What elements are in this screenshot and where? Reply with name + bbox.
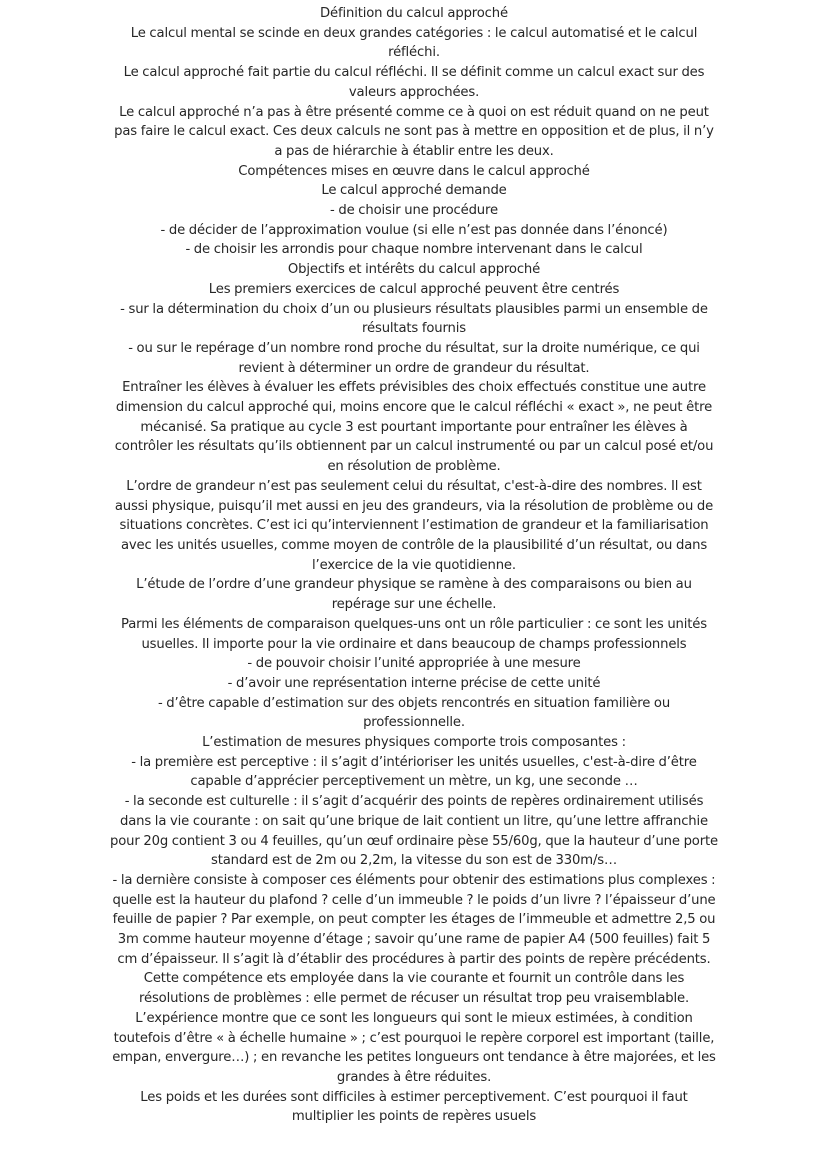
heading-competences: Compétences mises en œuvre dans le calcul approché <box>238 163 590 179</box>
list-item: - la seconde est culturelle : il s’agit d’acquérir des points de repères ordinairement utilisés dans la vie courante : on sait qu’une brique de lait contient un litre, qu’une lettre affranchie pour 20g contient 3 ou 4 feuilles, qu’un œuf ordinaire pèse 55/60g, que la hauteur d’une porte standard est de 2m ou 2,2m, la vitesse du son est de 330m/s… <box>110 794 718 869</box>
heading-objectifs: Objectifs et intérêts du calcul approché <box>287 262 541 278</box>
paragraph: Le calcul approché demande <box>321 183 507 199</box>
paragraph: L’ordre de grandeur n’est pas seulement celui du résultat, c'est-à-dire des nombres. Il est aussi physique, puisqu’il met aussi en jeu des grandeurs, via la résolution de problème ou de situations concrètes. C’est ici qu’interviennent l’estimation de grandeur et la familiarisation avec les unités usuelles, comme moyen de contrôle de la plausibilité d’un résultat, ou dans l’exercice de la vie quotidienne. <box>114 478 714 573</box>
paragraph: Le calcul approché n’a pas à être présenté comme ce à quoi on est réduit quand on ne peut pas faire le calcul exact. Ces deux calculs ne sont pas à mettre en opposition et de plus, il n’y a pas de hiérarchie à établir entre les deux. <box>114 104 714 159</box>
list-item: - ou sur le repérage d’un nombre rond proche du résultat, sur la droite numérique, ce qui revient à déterminer un ordre de grandeur du résultat. <box>128 340 700 376</box>
list-item: - la première est perceptive : il s’agit d’intérioriser les unités usuelles, c'est-à-dire d’être capable d’apprécier perceptivement un mètre, un kg, une seconde … <box>131 754 697 790</box>
list-item: - de décider de l’approximation voulue (si elle n’est pas donnée dans l’énoncé) <box>160 222 668 238</box>
list-item: - de choisir les arrondis pour chaque nombre intervenant dans le calcul <box>185 242 643 258</box>
list-item: - d’avoir une représentation interne précise de cette unité <box>227 675 601 691</box>
paragraph: L’estimation de mesures physiques comporte trois composantes : <box>202 735 626 751</box>
list-item: - de choisir une procédure <box>330 203 498 219</box>
list-item: - d’être capable d’estimation sur des objets rencontrés en situation familière ou professionnelle. <box>157 695 671 731</box>
paragraph: Les poids et les durées sont difficiles à estimer perceptivement. C’est pourquoi il faut multiplier les points de repères usuels <box>140 1089 688 1125</box>
paragraph: Le calcul approché fait partie du calcul réfléchi. Il se définit comme un calcul exact sur des valeurs approchées. <box>123 65 705 100</box>
paragraph: L’étude de l’ordre d’une grandeur physique se ramène à des comparaisons ou bien au repérage sur une échelle. <box>136 577 692 613</box>
list-item: - la dernière consiste à composer ces éléments pour obtenir des estimations plus complexes : quelle est la hauteur du plafond ? celle d’un immeuble ? le poids d’un livre ? l’épaisseur d’une feuille de papier ? Par exemple, on peut compter les étages de l’immeuble et admettre 2,5 ou 3m comme hauteur moyenne d’étage ; savoir qu’une rame de papier A4 (500 feuilles) fait 5 cm d’épaisseur. Il s’agit là d’établir des procédures à partir des points de repère précédents. Cette compétence ets employée dans la vie courante et fournit un contrôle dans les résolutions de problèmes : elle permet de récuser un résultat trop peu vraisemblable. <box>112 872 716 1007</box>
heading-definition: Définition du calcul approché <box>320 6 508 21</box>
paragraph: Entraîner les élèves à évaluer les effets prévisibles des choix effectués constitue une autre dimension du calcul approché qui, moins encore que le calcul réfléchi « exact », ne peut être mécanisé. Sa pratique au cycle 3 est pourtant importante pour entraîner les élèves à contrôler les résultats qu’ils obtiennent par un calcul instrumenté ou par un calcul posé et/ou en résolution de problème. <box>114 380 714 475</box>
list-item: - sur la détermination du choix d’un ou plusieurs résultats plausibles parmi un ensemble de résultats fournis <box>120 301 708 337</box>
paragraph: Le calcul mental se scinde en deux grandes catégories : le calcul automatisé et le calcul réfléchi. <box>130 25 698 61</box>
paragraph: Parmi les éléments de comparaison quelques-uns ont un rôle particulier : ce sont les unités usuelles. Il importe pour la vie ordinaire et dans beaucoup de champs professionnels <box>121 616 707 652</box>
paragraph: Les premiers exercices de calcul approché peuvent être centrés <box>208 281 620 297</box>
list-item: - de pouvoir choisir l’unité appropriée à une mesure <box>247 656 581 672</box>
paragraph: L’expérience montre que ce sont les longueurs qui sont le mieux estimées, à condition toutefois d’être « à échelle humaine » ; c’est pourquoi le repère corporel est important (taille, empan, envergure…) ; en revanche les petites longueurs ont tendance à être majorées, et les grandes à être réduites. <box>112 1010 716 1085</box>
document-body <box>110 4 718 1127</box>
